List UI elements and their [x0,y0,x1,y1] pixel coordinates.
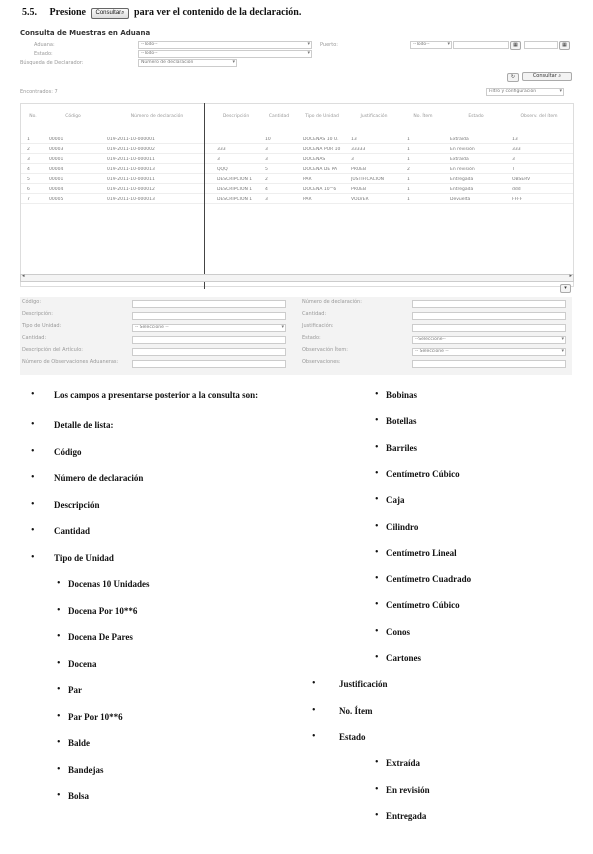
bullet-icon: • [375,599,379,611]
bullet-icon: • [57,737,61,748]
detail-input-value: -- Seleccione -- [135,325,169,330]
bullet-icon: • [31,498,35,510]
detail-input[interactable] [412,312,566,320]
table-cell: Entregada [450,177,474,182]
bullet-icon: • [375,809,379,821]
table-cell: Extraída [450,157,469,162]
list-item: Barriles [386,442,417,453]
detail-input-value: -- Seleccione -- [415,349,449,354]
table-cell: 1 [407,147,410,152]
table-cell: JUSTIFICACIÓN [351,177,384,182]
table-cell: 333 [217,147,226,152]
table-cell: 1 [27,137,30,142]
bullet-icon: • [57,763,61,775]
table-cell: PAR [303,197,312,202]
table-cell: 3 [512,157,515,162]
table-cell: DOCENA 10^6 [303,187,337,192]
aduana-label: Aduana: [34,42,55,48]
refresh-icon[interactable]: ↻ [507,73,519,82]
column-header[interactable]: Código [65,114,81,119]
estado-select[interactable] [138,50,312,58]
table-cell: 3 [265,157,268,162]
bullet-icon: • [31,551,35,563]
table-cell: PAR [303,177,312,182]
search-icon: ⌕ [121,10,125,16]
table-row[interactable] [21,197,573,204]
horizontal-scrollbar[interactable] [20,274,574,282]
scroll-left-icon[interactable]: ◂ [22,273,25,279]
table-cell: 5 [265,167,268,172]
table-cell: OBSERV [512,177,531,182]
panel-title: Consulta de Muestras en Aduana [20,29,151,37]
table-cell: 019-2011-10-000002 [107,147,155,152]
detail-label: Número de Observaciones Aduaneras: [22,359,119,365]
table-cell: 00001 [49,137,64,142]
bullet-icon: • [57,710,61,722]
right-bullet-list [300,390,593,830]
table-cell: 3 [351,157,354,162]
table-body [21,137,573,207]
embedded-screenshot [20,29,572,379]
bullet-icon: • [375,652,379,663]
detail-input[interactable] [412,348,566,356]
estado-select-value: --Todo-- [141,51,158,56]
list-item: Botellas [386,416,417,427]
heading-text-after: para ver el contenido de la declaración. [134,7,302,18]
list-item: Estado [339,731,366,742]
table-cell: 019-2011-10-000013 [107,167,155,172]
list-item: Bolsa [68,791,90,801]
table-cell: 7 [27,197,30,202]
table-row[interactable] [21,167,573,174]
bullet-icon: • [57,657,61,669]
list-item: Cantidad [54,526,91,536]
detail-input[interactable] [132,360,286,368]
table-row[interactable] [21,137,573,144]
column-header[interactable]: Descripción [222,114,250,119]
calendar-to-icon[interactable]: ▦ [559,41,570,50]
table-cell: 6 [27,187,30,192]
table-cell: 3 [265,147,268,152]
list-item: Par Por 10**6 [68,711,123,722]
table-cell: 3 [217,157,220,162]
busqueda-label: Búsqueda de Declarador: [20,60,84,66]
table-cell: Extraída [450,137,469,142]
column-header[interactable]: Observ. del ítem [520,114,558,119]
bullet-icon: • [57,604,61,616]
detail-input[interactable] [132,348,286,356]
table-cell: 13 [512,137,518,142]
table-cell: FFFF [512,197,523,202]
detail-label: Justificación: [302,323,334,329]
bullet-icon: • [375,546,379,558]
list-item: Conos [386,626,411,637]
column-header[interactable]: Tipo de Unidad [305,114,339,119]
busqueda-select[interactable] [138,59,237,67]
bullet-icon: • [57,790,61,801]
bullet-icon: • [375,467,379,479]
detail-label: Descripción: [22,311,53,317]
table-cell: 3 [265,197,268,202]
section-number: 5.5. [22,7,37,18]
table-row[interactable] [21,177,573,184]
list-item: Cilindro [386,521,419,532]
table-cell: DOCENA DE PA [303,167,338,172]
table-cell: 019-2011-10-000001 [107,137,155,142]
list-item: Balde [68,738,91,748]
detail-label: Número de declaración: [302,299,362,305]
list-item: Par [68,685,82,695]
table-cell: Devuelta [450,197,471,202]
busqueda-select-value: Número de declaración [141,60,194,65]
date-from-input[interactable] [453,41,509,49]
result-count: Encontrados: 7 [20,89,58,95]
table-cell: 1 [407,177,410,182]
list-item: Bandejas [68,764,104,775]
bullet-icon: • [31,472,35,483]
table-cell: T [512,167,515,172]
table-cell: Entregada [450,187,474,192]
bullet-icon: • [57,684,61,695]
detail-input[interactable] [132,312,286,320]
table-header [21,114,573,128]
table-row[interactable] [21,157,573,164]
table-cell: 33333 [351,147,366,152]
puerto-select-value: --Todo-- [413,42,430,47]
detail-label: Observaciones: [302,359,341,365]
table-cell: 3 [27,157,30,162]
bullet-icon: • [31,389,35,400]
consultar-button-image [91,8,128,19]
table-cell: 1 [407,187,410,192]
table-cell: 019-2011-10-000013 [107,197,155,202]
table-row[interactable] [21,187,573,194]
consultar-button-image-label: Consultar [95,10,122,16]
bullet-icon: • [312,730,316,742]
bullet-icon: • [312,704,316,716]
list-item: Extraída [386,758,421,769]
bullet-icon: • [375,520,379,532]
column-header[interactable]: Número de declaración [130,114,184,119]
bullet-icon: • [375,625,379,637]
bullet-icon: • [375,757,379,769]
list-item: Centímetro Cúbico [386,468,460,479]
table-cell: DESCRIPCIÓN 1 [217,197,253,202]
column-header[interactable]: Justificación [360,114,388,119]
detail-input[interactable] [132,300,286,308]
consultar-button[interactable] [522,72,572,81]
table-cell: 019-2011-10-000012 [107,187,155,192]
bullet-icon: • [375,415,379,427]
column-header[interactable]: Cantidad [268,114,290,119]
puerto-select[interactable] [410,41,452,49]
section-heading [22,7,301,19]
table-cell: 2 [27,147,30,152]
detail-label: Observación Ítem: [302,347,348,353]
list-item: En revisión [386,784,430,795]
column-header[interactable]: No. Ítem [413,114,433,119]
bullet-icon: • [375,389,379,400]
table-cell: 5 [27,177,30,182]
results-table [20,103,574,287]
table-cell: 2 [265,177,268,182]
list-item: Centímetro Cúbico [386,600,460,611]
table-cell: PRUEB [351,167,367,172]
puerto-label: Puerto: [320,42,338,48]
table-cell: En revisión [450,167,475,172]
detail-label: Descripción del Artículo: [22,347,83,353]
date-to-input[interactable] [524,41,558,49]
bullet-icon: • [31,445,35,457]
table-cell: PRUEB [351,187,367,192]
heading-text-before: Presione [49,7,86,18]
list-item: Docena De Pares [68,632,133,642]
scroll-right-icon[interactable]: ▸ [569,273,572,279]
detail-input[interactable] [412,360,566,368]
table-cell: 10 [265,137,271,142]
table-cell: DOCENAS [303,157,326,162]
list-item: Docena [68,658,97,669]
estado-label: Estado: [34,51,53,57]
detail-input[interactable] [132,324,286,332]
table-cell: ddd [512,187,521,192]
list-item: Centímetro Cuadrado [386,574,472,585]
aduana-select[interactable] [138,41,312,49]
detail-label: Cantidad: [302,311,327,317]
bullet-icon: • [57,631,61,642]
table-cell: 1 [407,157,410,162]
table-cell: 13 [351,137,357,142]
table-cell: 00003 [49,147,64,152]
detail-label: Estado: [302,335,321,341]
bullet-icon: • [31,419,35,430]
detail-label: Código: [22,299,42,305]
table-cell: 4 [27,167,30,172]
table-cell: 1 [407,197,410,202]
bullet-icon: • [375,494,379,506]
table-cell: 00004 [49,167,64,172]
list-item: Bobinas [386,390,418,400]
list-item: Entregada [386,810,427,821]
list-item: Docena Por 10**6 [68,605,138,616]
detail-label: Tipo de Unidad: [22,323,62,329]
collapse-icon[interactable]: ▾ [560,284,571,293]
column-header[interactable]: Estado [468,114,484,119]
table-cell: 4 [265,187,268,192]
filter-select-value: Filtro y configuración [489,89,537,94]
table-cell: 333 [512,147,521,152]
bullet-icon: • [375,441,379,453]
table-cell: 2 [407,167,410,172]
table-cell: 019-2011-10-000011 [107,177,155,182]
bullet-icon: • [31,525,35,536]
list-item: Tipo de Unidad [54,552,114,563]
bullet-icon: • [375,783,379,795]
column-divider [204,103,205,289]
table-cell: 00005 [49,197,64,202]
list-item: Detalle de lista: [54,420,114,430]
search-icon: ⌕ [558,73,562,79]
detail-input[interactable] [132,336,286,344]
list-item: Descripción [54,499,100,510]
left-bullet-list [0,390,300,830]
calendar-from-icon[interactable]: ▦ [510,41,521,50]
detail-panel [20,297,572,375]
table-cell: 00001 [49,177,64,182]
column-header[interactable]: No. [29,114,37,119]
detail-input[interactable] [412,324,566,332]
list-item: Centímetro Lineal [386,547,457,558]
detail-input[interactable] [412,336,566,344]
detail-label: Cantidad: [22,335,47,341]
aduana-select-value: --Todo-- [141,42,158,47]
table-cell: 019-2011-10-000011 [107,157,155,162]
list-item: Número de declaración [54,473,144,483]
table-cell: VOLVER [351,197,369,202]
table-cell: 00004 [49,187,64,192]
table-cell: DESCRIPCIÓN 1 [217,187,253,192]
list-item: Justificación [339,679,388,690]
detail-input[interactable] [412,300,566,308]
table-cell: 1 [407,137,410,142]
consultar-button-label: Consultar [532,73,557,79]
bullet-icon: • [57,578,61,589]
table-cell: En revisión [450,147,475,152]
list-item: Cartones [386,653,421,663]
list-item: Caja [386,495,405,506]
table-cell: 00001 [49,157,64,162]
list-item: No. Ítem [339,705,373,716]
filter-select[interactable] [486,88,564,96]
table-cell: DOCENA POR 10 [303,147,341,152]
list-item: Docenas 10 Unidades [68,579,150,589]
table-row[interactable] [21,147,573,154]
bullet-icon: • [312,678,316,690]
list-item: Código [54,446,82,457]
table-cell: QQQ [217,167,228,172]
table-cell: DESCRIPCIÓN 1 [217,177,253,182]
list-item: Los campos a presentarse posterior a la consulta son: [54,390,259,400]
bullet-icon: • [375,573,379,585]
table-cell: DOCENAS 10 U. [303,137,339,142]
detail-input-value: --Seleccione-- [415,337,446,342]
